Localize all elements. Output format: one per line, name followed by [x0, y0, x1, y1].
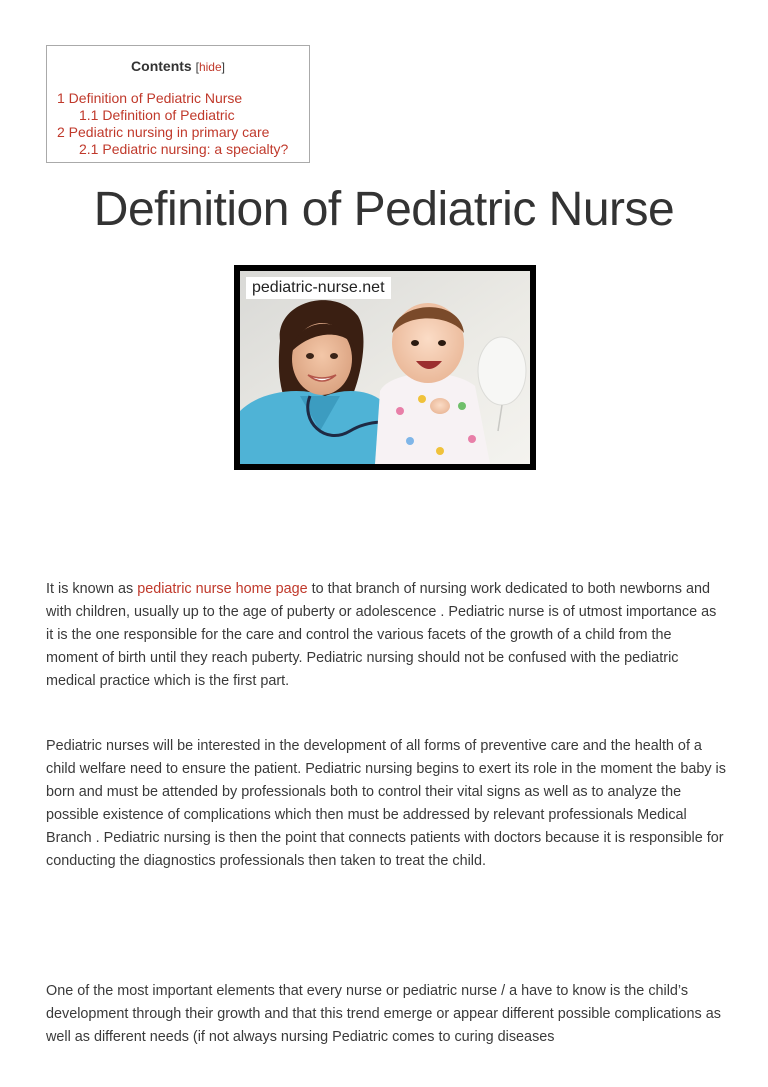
image-caption: pediatric-nurse.net — [246, 277, 391, 299]
paragraph-child-development: One of the most important elements that every nurse or pediatric nurse / a have to know is the child’s development through their growth and that this trend emerge or appear different possible complications as well as different needs (if not always nursing Pediatric comes to curing diseases — [46, 983, 721, 1045]
paragraph-preventive-care: Pediatric nurses will be interested in the development of all forms of preventive care and the health of a child welfare need to ensure the patient. Pediatric nursing begins to exert its role in the moment the baby is born and must be attended by professionals both to control their vital signs as well as to analyze the possible existence of complications which then must be addressed by relevant professionals Medical Branch . Pediatric nursing is then the point that connects patients with doctors because it is responsible for conducting the diagnostics professionals then taken to treat the child. — [46, 738, 726, 869]
pediatric-nurse-home-page-link[interactable]: pediatric nurse home page — [137, 581, 308, 597]
page-title: Definition of Pediatric Nurse — [93, 183, 675, 236]
paragraph-intro — [46, 578, 726, 693]
table-of-contents — [46, 45, 310, 163]
toc-item-definition-of-pediatric-nurse[interactable]: 1 Definition of Pediatric Nurse — [57, 90, 243, 106]
toc-title: Contents — [131, 58, 192, 74]
toc-bracket-close: ] — [221, 60, 225, 74]
toc-bracket-open: [ — [195, 60, 199, 74]
nurse-and-child-illustration — [240, 271, 530, 464]
toc-item-primary-care[interactable]: 2 Pediatric nursing in primary care — [57, 124, 270, 140]
paragraph-intro-text-after: to that branch of nursing work dedicated to both newborns and with children, usually up to the age of puberty or adolescence . Pediatric nurse is of utmost importance as it is the one responsible for the care and control the various facets of the growth of a child from the moment of birth until they reach puberty. Pediatric nursing should not be confused with the pediatric medical practice which is the first part. — [46, 581, 717, 689]
toc-list — [47, 90, 309, 158]
toc-header — [47, 58, 309, 76]
hero-image — [240, 271, 530, 464]
toc-item-specialty[interactable]: 2.1 Pediatric nursing: a specialty? — [79, 141, 289, 157]
toc-hide-link[interactable]: hide — [198, 60, 222, 74]
hero-image-frame — [234, 265, 536, 470]
paragraph-intro-text-before: It is known as — [46, 581, 138, 597]
toc-item-definition-of-pediatric[interactable]: 1.1 Definition of Pediatric — [79, 107, 235, 123]
